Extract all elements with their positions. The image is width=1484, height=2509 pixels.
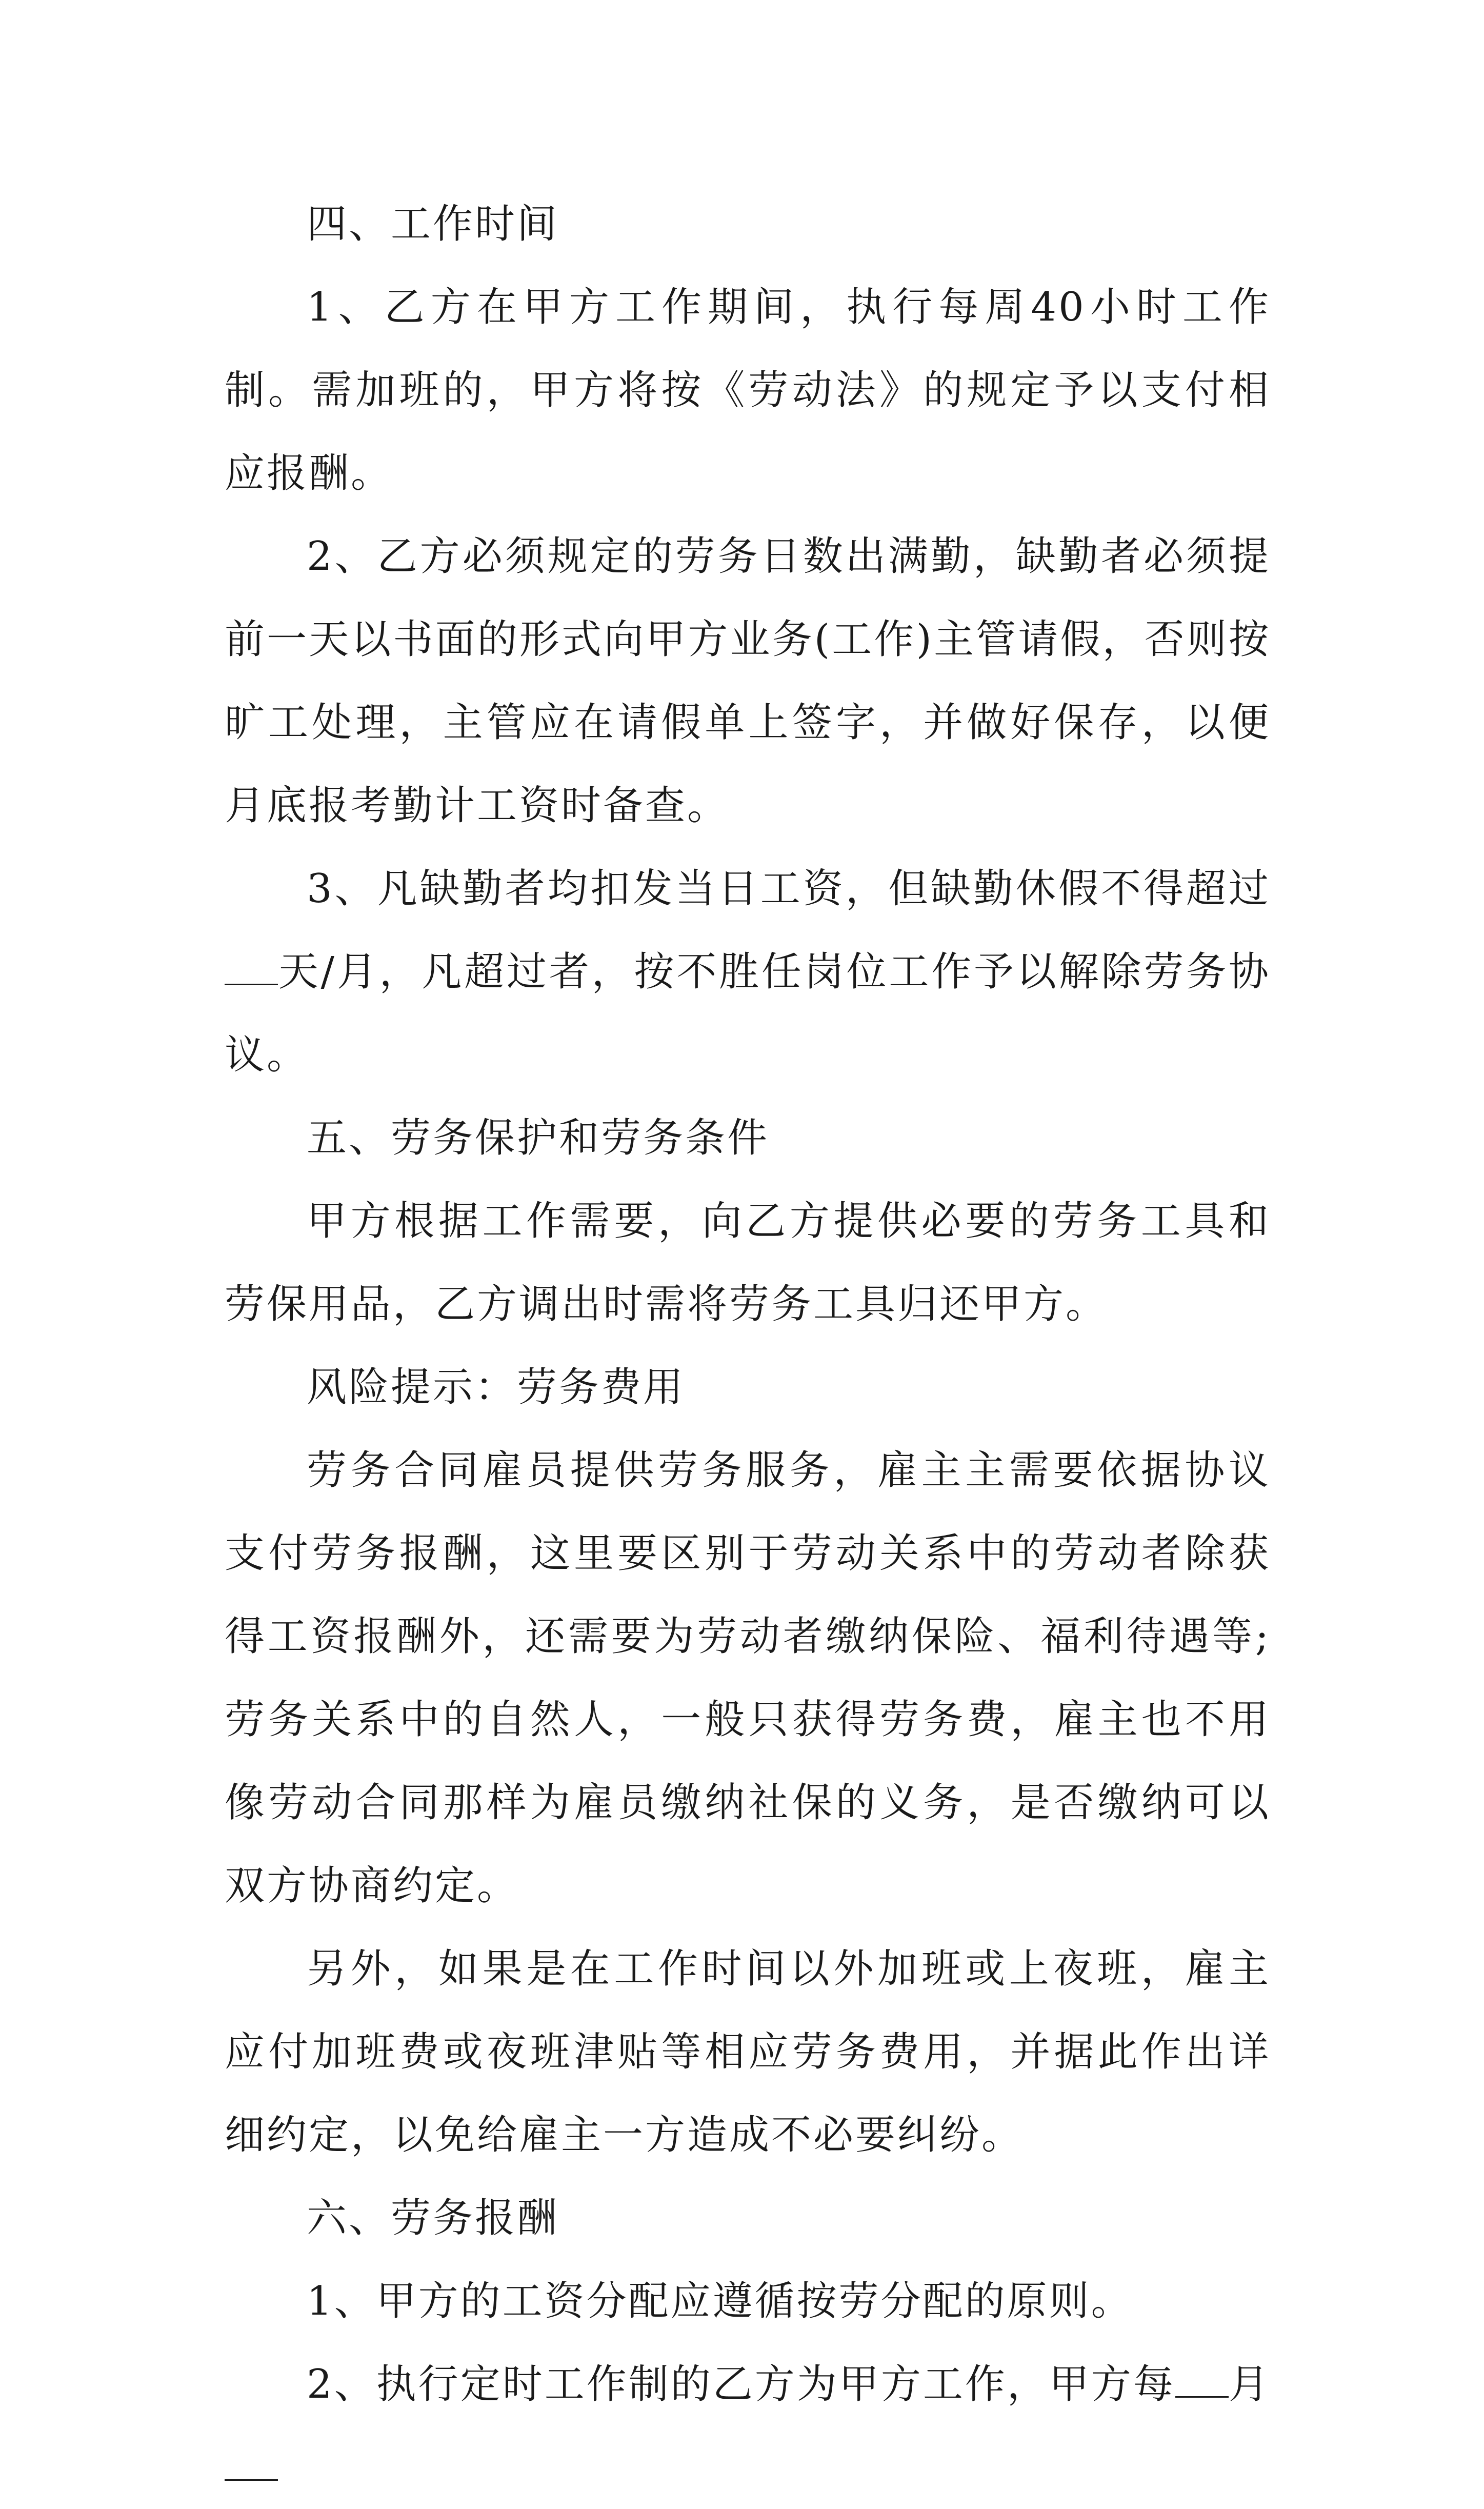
paragraph-protection-1: 甲方根据工作需要，向乙方提供必要的劳务工具和劳保用品，乙方调出时需将劳务工具归还甲方。: [225, 1198, 1271, 1327]
fill-in-blank-month: [1175, 2365, 1229, 2398]
paragraph-risk-2: 另外，如果是在工作时间以外加班或上夜班，雇主应付加班费或夜班津贴等相应劳务费用，并据此作出详细约定，以免给雇主一方造成不必要纠纷。: [225, 1946, 1271, 2158]
document-body: [225, 183, 1271, 2509]
risk-heading: 风险提示：劳务费用: [307, 1364, 686, 1410]
paragraph-remuneration-2-part-a: 2、执行定时工作制的乙方为甲方工作，甲方每: [307, 2361, 1175, 2407]
section-heading-remuneration: 六、劳务报酬: [307, 2195, 559, 2241]
fill-in-blank-leave-days: [225, 953, 278, 985]
paragraph-work-hours-3: [225, 847, 1271, 1097]
paragraph-work-hours-2: 2、乙方必须规定的劳务日数出满勤，缺勤者必须提前一天以书面的形式向甲方业务(工作)主管请假，否则按旷工处理，主管应在请假单上签字，并做好保存，以便月底报考勤计工资时备查。: [225, 533, 1271, 829]
paragraph-risk-1: 劳务合同雇员提供劳务服务，雇主主需要依据协议支付劳务报酬，这里要区别于劳动关系中的劳动者除获得工资报酬外，还需要为劳动者缴纳保险、福利待遇等;劳务关系中的自然人，一般只获得劳务费，雇主也不用像劳动合同那样为雇员缴纳社保的义务，是否缴纳可以双方协商约定。: [225, 1447, 1271, 1909]
fill-in-blank-day: [225, 2448, 278, 2481]
paragraph-remuneration-2-part-b: 月: [1228, 2361, 1271, 2407]
section-heading-work-hours: 四、工作时间: [307, 201, 559, 247]
paragraph-remuneration-2: [225, 2343, 1271, 2509]
section-heading-protection: 五、劳务保护和劳务条件: [307, 1115, 770, 1161]
paragraph-remuneration-1: 1、甲方的工资分配应遵循按劳分配的原则。: [307, 2278, 1133, 2324]
paragraph-work-hours-1: 1、乙方在甲方工作期间，执行每周40小时工作制。需加班的，甲方将按《劳动法》的规定予以支付相应报酬。: [225, 284, 1271, 496]
paragraph-work-hours-3-part-b: 天/月，凡超过者，按不胜任岗位工作予以解除劳务协议。: [225, 949, 1271, 1078]
paragraph-work-hours-3-part-a: 3、凡缺勤者均扣发当日工资，但缺勤休假不得超过: [307, 866, 1271, 912]
